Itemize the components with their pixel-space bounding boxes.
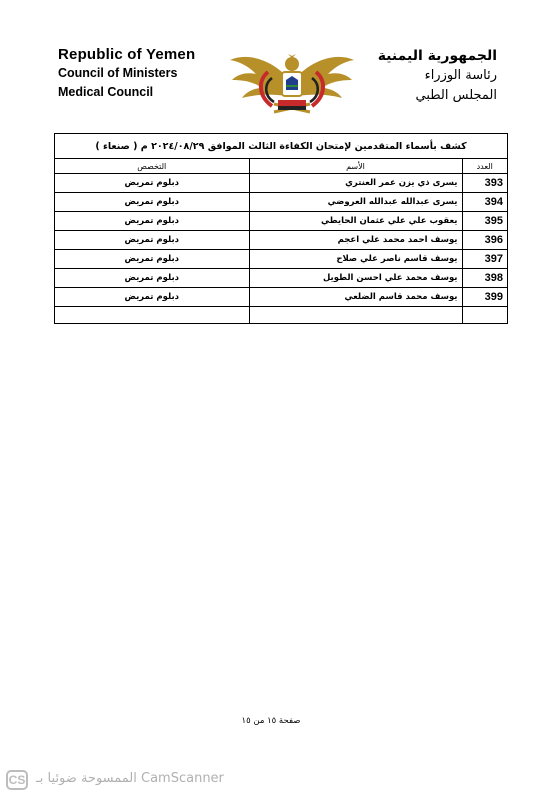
emblem-icon xyxy=(228,50,356,116)
header-council-ar: المجلس الطبي xyxy=(415,88,497,103)
row-name: يوسف قاسم ناصر علي صلاح xyxy=(249,250,462,269)
table-row xyxy=(55,193,507,212)
row-number: 393 xyxy=(462,174,507,193)
table-row xyxy=(55,174,507,193)
camscanner-watermark xyxy=(0,768,300,792)
column-header-specialty: التخصص xyxy=(55,159,249,174)
table-row xyxy=(55,269,507,288)
empty-cell xyxy=(249,307,462,324)
row-number: 396 xyxy=(462,231,507,250)
camscanner-logo-icon: CS xyxy=(6,770,28,790)
table-caption: كشف بأسماء المتقدمين لإمتحان الكفاءة الثالث الموافق ٢٠٢٤/٠٨/٢٩ م ( صنعاء ) xyxy=(55,134,507,159)
table-header-row xyxy=(55,159,507,174)
empty-cell xyxy=(55,307,249,324)
row-specialty: دبلوم تمريض xyxy=(55,174,249,193)
row-specialty: دبلوم تمريض xyxy=(55,212,249,231)
candidates-table xyxy=(55,159,507,323)
camscanner-text: الممسوحة ضوئيا بـ CamScanner xyxy=(36,771,224,786)
row-specialty: دبلوم تمريض xyxy=(55,250,249,269)
column-header-name: الأسم xyxy=(249,159,462,174)
row-specialty: دبلوم تمريض xyxy=(55,288,249,307)
header-country-en: Republic of Yemen xyxy=(58,46,196,63)
header-ministry-en: Council of Ministers xyxy=(58,66,178,80)
english-header xyxy=(58,45,195,102)
row-name: يوسف محمد علي احسن الطويل xyxy=(249,269,462,288)
table-row xyxy=(55,250,507,269)
table-empty-row xyxy=(55,307,507,324)
row-specialty: دبلوم تمريض xyxy=(55,193,249,212)
row-name: يسرى عبدالله عبدالله العروضي xyxy=(249,193,462,212)
column-header-number: العدد xyxy=(462,159,507,174)
table-row xyxy=(55,212,507,231)
row-specialty: دبلوم تمريض xyxy=(55,269,249,288)
row-number: 395 xyxy=(462,212,507,231)
row-name: يوسف احمد محمد علي اعجم xyxy=(249,231,462,250)
header-council-en: Medical Council xyxy=(58,85,154,99)
row-number: 399 xyxy=(462,288,507,307)
row-number: 397 xyxy=(462,250,507,269)
empty-cell xyxy=(462,307,507,324)
row-name: يسرى ذي يزن عمر العنتري xyxy=(249,174,462,193)
candidates-table-frame xyxy=(54,133,508,324)
header-country-ar: الجمهورية اليمنية xyxy=(377,48,497,64)
row-specialty: دبلوم تمريض xyxy=(55,231,249,250)
row-name: يعقوب علي علي عثمان الحايطي xyxy=(249,212,462,231)
row-number: 398 xyxy=(462,269,507,288)
row-name: يوسف محمد قاسم الضلعي xyxy=(249,288,462,307)
page-number-footer: صفحة ١٥ من ١٥ xyxy=(241,716,301,726)
table-row xyxy=(55,288,507,307)
header-ministry-ar: رئاسة الوزراء xyxy=(424,68,497,83)
table-row xyxy=(55,231,507,250)
row-number: 394 xyxy=(462,193,507,212)
arabic-header xyxy=(378,46,497,106)
